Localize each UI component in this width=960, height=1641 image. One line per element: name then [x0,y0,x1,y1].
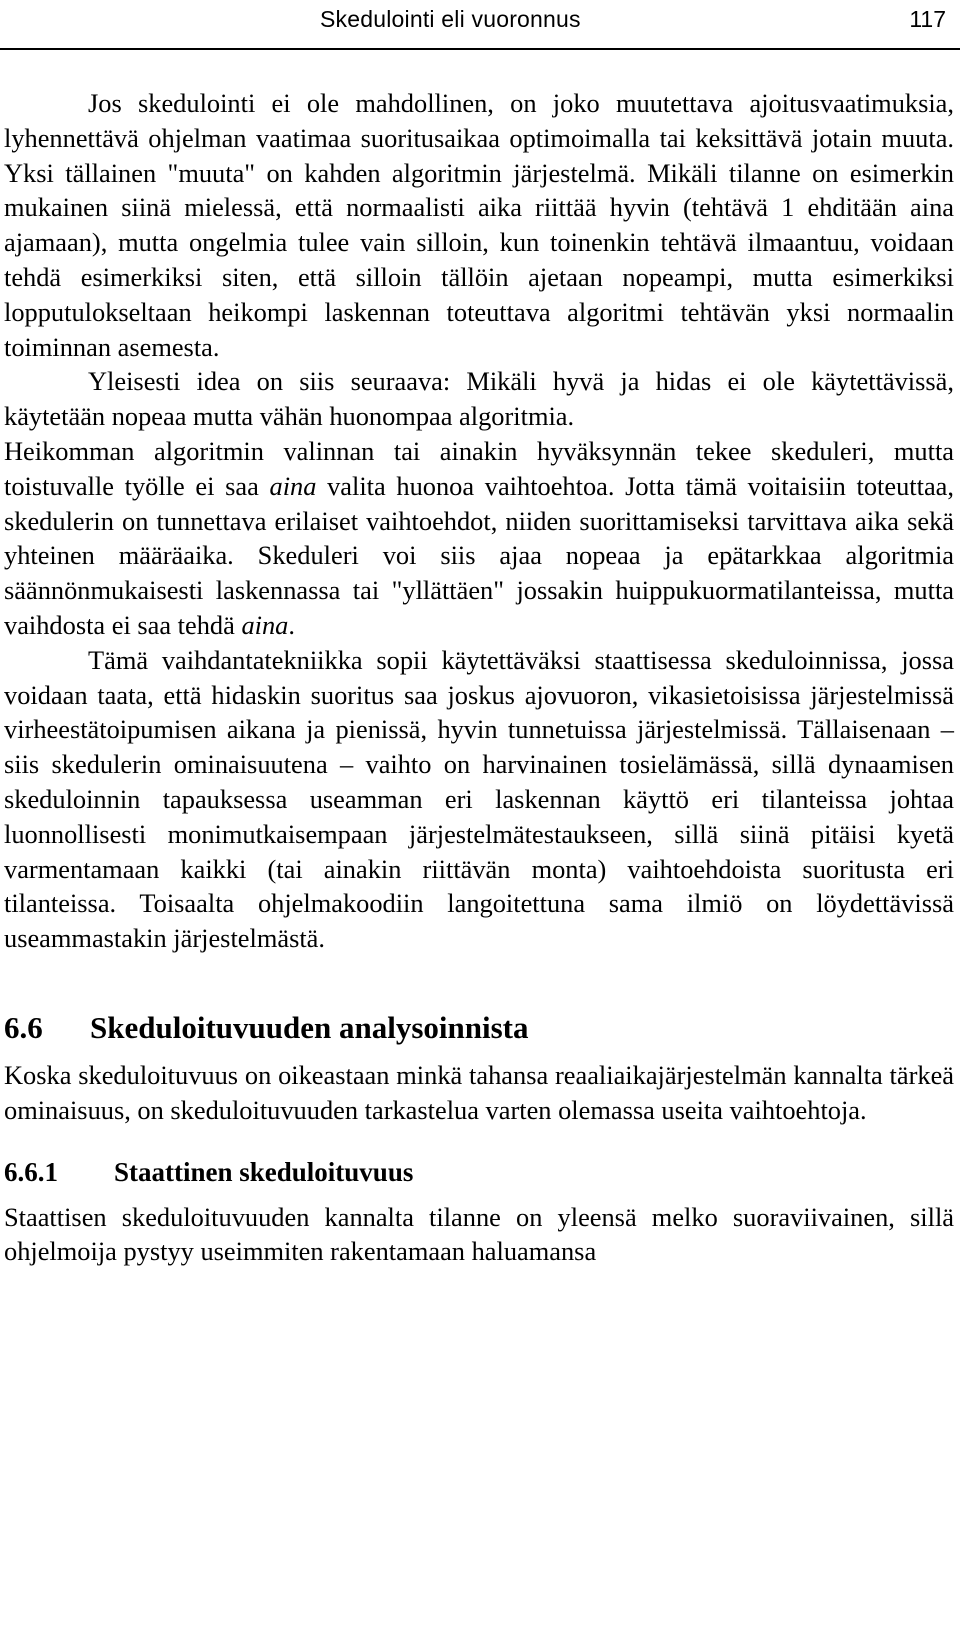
section-number: 6.6 [4,1009,43,1045]
subsection-title: Staattinen skeduloituvuus [114,1156,414,1187]
section-heading [4,956,954,1058]
paragraph-1: Jos skedulointi ei ole mahdollinen, on joko muutettava ajoitusvaatimuksia, lyhennettävä ohjelman vaatimaa suoritusaikaa optimoimalla tai keksittävä jotain muuta. Yksi tällainen "muuta" on kahden algoritmin järjestelmä. Mikäli tilanne on esimerkin mukainen siinä mielessä, että normaalisti aika riittää hyvin (tehtävä 1 ehditään aina ajamaan), mutta ongelmia tulee vain silloin, kun toinenkin tehtävä ilmaantuu, voidaan tehdä esimerkiksi siten, että silloin tällöin ajetaan nopeampi, mutta esimerkiksi lopputulokseltaan heikompi laskennan toteuttava algoritmi tehtävän yksi normaalin toiminnan asemesta. [4,88,954,362]
section-title: Skeduloituvuuden analysoinnista [90,1009,529,1045]
emphasis-aina-1: aina [269,470,317,501]
section-intro: Koska skeduloituvuus on oikeastaan minkä tahansa reaaliaikajärjestelmän kannalta tärkeä ominaisuus, on skeduloituvuuden tarkastelua varten olemassa useita vaihtoehtoja. [4,1059,954,1125]
emphasis-aina-2: aina [241,609,289,640]
paragraph-3 [4,434,954,643]
page-body [4,86,954,1269]
subsection-number: 6.6.1 [4,1156,58,1187]
header-rule [0,48,960,50]
page-number: 117 [909,6,946,32]
paragraph-2: Yleisesti idea on siis seuraava: Mikäli hyvä ja hidas ei ole käytettävissä, käytetään nopeaa mutta vähän huonompaa algoritmia. [4,366,954,432]
subsection-text: Staattisen skeduloituvuuden kannalta tilanne on yleensä melko suoraviivainen, sillä ohjelmoija pystyy useimmiten rakentamaan haluamansa [4,1201,954,1267]
running-header [320,2,950,36]
paragraph-3-part-b: valita huonoa vaihtoehtoa. Jotta tämä voitaisiin toteuttaa, skedulerin on tunnettava erilaiset vaihtoehdot, niiden suorittamiseksi tarvittava aika sekä yhteinen määräaika. Skeduleri voi siis ajaa nopeaa ja epätarkkaa algoritmia säännönmukaisesti laskennassa tai "yllättäen" jossakin huippukuormatilanteissa, mutta vaihdosta ei saa tehdä [4,470,954,640]
running-title: Skedulointi eli vuoronnus [320,6,581,32]
paragraph-4: Tämä vaihdantatekniikka sopii käytettäväksi staattisessa skeduloinnissa, jossa voidaan taata, että hidaskin suoritus saa joskus ajovuoron, vikasietoisissa järjestelmissä virheestätoipumisen aikana ja pienissä, hyvin tunnetuissa järjestelmissä. Tällaisenaan – siis skedulerin ominaisuutena – vaihto on harvinainen tosielämässä, sillä dynaamisen skeduloinnin tapauksessa useamman eri laskennan käyttö eri tilanteissa johtaa luonnollisesti monimutkaisempaan järjestelmätestaukseen, sillä siinä pitäisi kyetä varmentamaan kaikki (tai ainakin riittävän monta) vaihtoehdoista suoritusta eri tilanteissa. Toisaalta ohjelmakoodiin langoitettuna sama ilmiö on löydettävissä useammastakin järjestelmästä. [4,644,954,954]
subsection-heading [4,1128,954,1200]
paragraph-3-part-c: . [288,609,295,640]
paragraph-3-part-a: Heikomman algoritmin valinnan tai ainakin hyväksynnän tekee skeduleri, mutta toistuvalle työlle ei saa [4,435,954,501]
